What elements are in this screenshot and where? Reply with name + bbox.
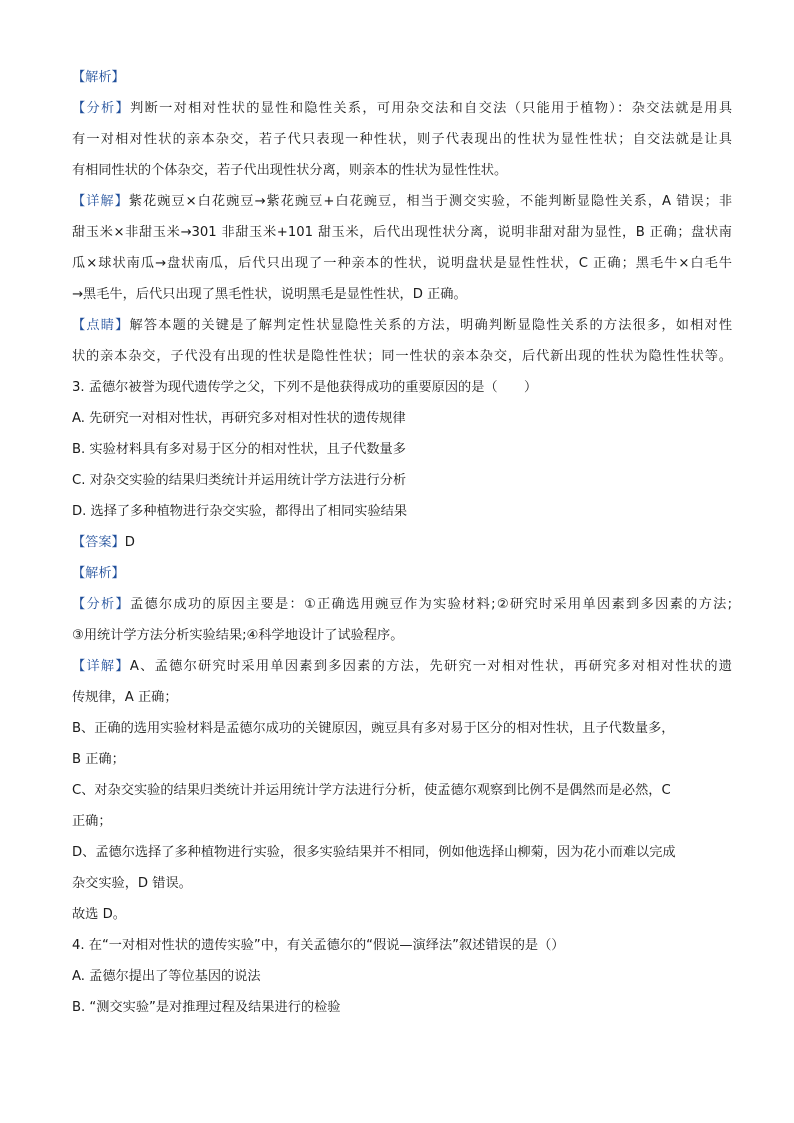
q3-xiangjie-line-7: D、孟德尔选择了多种植物进行实验，很多实验结果并不相同，例如他选择山柳菊，因为花小而难以完成: [72, 845, 676, 860]
q3-xiangjie-line-6: 正确；: [72, 814, 112, 829]
q2-analysis-heading: 【解析】: [72, 70, 125, 85]
q3-xiangjie-line-8: 杂交实验，D 错误。: [72, 876, 192, 891]
q3-option-d: D. 选择了多种植物进行杂交实验，都得出了相同实验结果: [72, 504, 408, 519]
q4-question: 4. 在“一对相对性状的遗传实验”中，有关孟德尔的“假说—演绎法”叙述错误的是（）: [72, 938, 565, 953]
q2-fenxi-line-2: 有一对相对性状的亲本杂交，若子代只表现一种性状，则子代表现出的性状为显性性状；自交法就是让具: [72, 132, 732, 147]
q3-answer-value: D: [124, 535, 135, 550]
q2-xiangjie-line-4: →黑毛牛，后代只出现了黑毛性状，说明黑毛是显性性状，D 正确。: [72, 287, 467, 302]
q2-dianjing-line-1: [72, 310, 732, 341]
q3-xiangjie-line-2: 传规律，A 正确；: [72, 690, 178, 705]
q3-fenxi-line-2: ③用统计学方法分析实验结果;④科学地设计了试验程序。: [72, 628, 404, 643]
q3-option-c: C. 对杂交实验的结果归类统计并运用统计学方法进行分析: [72, 473, 407, 488]
q3-xiangjie-line-1: [72, 651, 732, 682]
q2-dianjing-tag: 【点睛】: [72, 318, 130, 333]
q3-option-a: A. 先研究一对相对性状，再研究多对相对性状的遗传规律: [72, 411, 406, 426]
q3-xiangjie-tag: 【详解】: [72, 659, 130, 674]
q2-fenxi-line-1: [72, 93, 732, 124]
q3-analysis-heading: 【解析】: [72, 566, 125, 581]
q2-xiangjie-tag: 【详解】: [72, 194, 129, 209]
q4-option-b: B. “测交实验”是对推理过程及结果进行的检验: [72, 1000, 341, 1015]
q3-xiangjie-line-3: B、正确的选用实验材料是孟德尔成功的关键原因，豌豆具有多对易于区分的相对性状，且子代数量多，: [72, 721, 675, 736]
q3-fenxi-tag: 【分析】: [72, 597, 131, 612]
q2-dianjing-text: 解答本题的关键是了解判定性状显隐性关系的方法，明确判断显隐性关系的方法很多，如相对性: [129, 318, 732, 333]
q2-fenxi-tag: 【分析】: [72, 101, 131, 116]
document-page: [72, 62, 732, 1023]
q2-xiangjie-line-2: 甜玉米×非甜玉米→301 非甜玉米+101 甜玉米，后代出现性状分离，说明非甜对甜为显性，B 正确；盘状南: [72, 225, 732, 240]
q3-question: 3. 孟德尔被誉为现代遗传学之父，下列不是他获得成功的重要原因的是（ ）: [72, 380, 538, 395]
q3-answer-tag: 【答案】: [72, 535, 125, 550]
q3-fenxi-text: 孟德尔成功的原因主要是：①正确选用豌豆作为实验材料;②研究时采用单因素到多因素的方法;: [130, 597, 732, 612]
q3-conclusion: 故选 D。: [72, 907, 126, 922]
q3-xiangjie-line-4: B 正确；: [72, 752, 125, 767]
q2-fenxi-text: 判断一对相对性状的显性和隐性关系，可用杂交法和自交法（只能用于植物）：杂交法就是用具: [130, 101, 732, 116]
q3-fenxi-line-1: [72, 589, 732, 620]
q2-dianjing-line-2: 状的亲本杂交，子代没有出现的性状是隐性性状；同一性状的亲本杂交，后代新出现的性状为隐性性状等。: [72, 349, 732, 364]
q2-xiangjie-text: 紫花豌豆×白花豌豆→紫花豌豆+白花豌豆，相当于测交实验，不能判断显隐性关系，A 错误；非: [128, 194, 732, 209]
q2-fenxi-line-3: 有相同性状的个体杂交，若子代出现性状分离，则亲本的性状为显性性状。: [72, 163, 508, 178]
q2-xiangjie-line-3: 瓜×球状南瓜→盘状南瓜，后代只出现了一种亲本的性状，说明盘状是显性性状，C 正确；黑毛牛×白毛牛: [72, 256, 732, 271]
q3-option-b: B. 实验材料具有多对易于区分的相对性状，且子代数量多: [72, 442, 406, 457]
q4-option-a: A. 孟德尔提出了等位基因的说法: [72, 969, 261, 984]
q2-xiangjie-line-1: [72, 186, 732, 217]
q3-xiangjie-text: A、孟德尔研究时采用单因素到多因素的方法，先研究一对相对性状，再研究多对相对性状的遗: [129, 659, 732, 674]
q3-xiangjie-line-5: C、对杂交实验的结果归类统计并运用统计学方法进行分析，使孟德尔观察到比例不是偶然而是必然，C: [72, 783, 671, 798]
q3-answer-line: [72, 527, 732, 558]
